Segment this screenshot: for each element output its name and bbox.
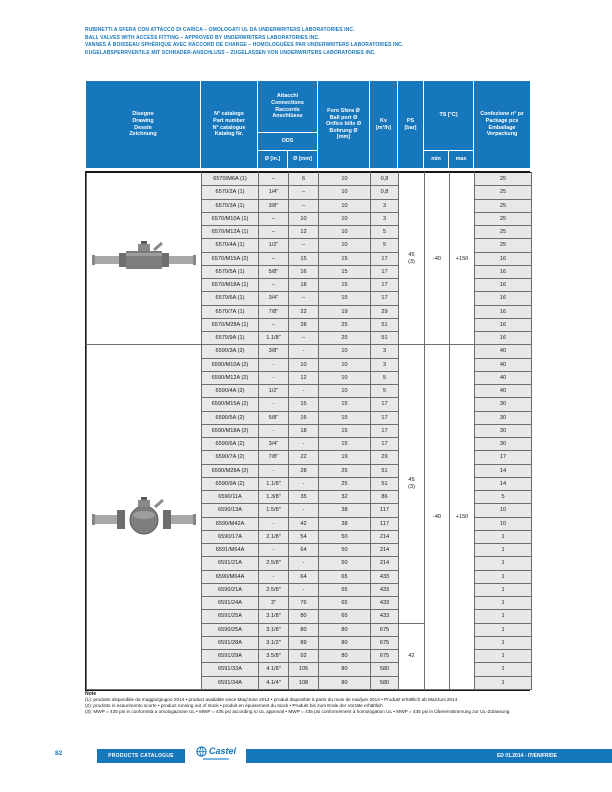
package-cell: 30: [475, 438, 532, 451]
part-number-cell: 6570/3A (1): [202, 199, 259, 212]
title-line-fr: VANNES À BOISSEAU SPHÉRIQUE AVEC RACCORD DE CHARGE – HOMOLOGUÉES PAR UNDERWRITERS LABORATORIES INC.: [85, 42, 404, 48]
ods-inch-cell: –: [259, 252, 289, 265]
kv-cell: 675: [371, 636, 399, 649]
ball-port-cell: 65: [319, 597, 371, 610]
ods-mm-cell: -: [289, 504, 319, 517]
part-number-cell: 6570/M12A (1): [202, 226, 259, 239]
ball-valve-6590-drawing: [92, 494, 196, 540]
page-number: 82: [55, 750, 63, 757]
package-cell: 16: [475, 252, 532, 265]
package-cell: 40: [475, 358, 532, 371]
ods-mm-cell: -: [289, 583, 319, 596]
ods-mm-cell: 16: [289, 265, 319, 278]
kv-cell: 580: [371, 663, 399, 676]
kv-cell: 214: [371, 557, 399, 570]
part-number-cell: 6570/M18A (1): [202, 279, 259, 292]
product-table: [85, 80, 530, 691]
part-number-cell: 6591/21A: [202, 557, 259, 570]
ods-inch-cell: 3.1/8": [259, 623, 289, 636]
ods-inch-cell: 3.1/8": [259, 610, 289, 623]
part-number-cell: 6590/4A (2): [202, 385, 259, 398]
package-cell: 30: [475, 411, 532, 424]
package-cell: 16: [475, 279, 532, 292]
package-cell: 1: [475, 676, 532, 689]
ods-mm-cell: –: [289, 199, 319, 212]
notes-title: Note: [85, 691, 97, 697]
ball-port-cell: 65: [319, 583, 371, 596]
ods-inch-cell: –: [259, 173, 289, 186]
ods-mm-cell: 64: [289, 544, 319, 557]
globe-icon: [196, 746, 207, 757]
ball-port-cell: 80: [319, 636, 371, 649]
ods-inch-cell: -: [259, 517, 289, 530]
ods-inch-cell: 1.3/8": [259, 491, 289, 504]
ods-inch-cell: 7/8": [259, 451, 289, 464]
kv-cell: 17: [371, 265, 399, 278]
ball-port-cell: 10: [319, 212, 371, 225]
ball-port-cell: 25: [319, 318, 371, 331]
part-number-cell: 6590/3A (2): [202, 345, 259, 358]
part-number-cell: 6590/17A: [202, 530, 259, 543]
package-cell: 10: [475, 504, 532, 517]
ts-min-cell: -40: [425, 345, 450, 690]
ods-mm-cell: 64: [289, 570, 319, 583]
ods-inch-cell: -: [259, 544, 289, 557]
kv-cell: 86: [371, 491, 399, 504]
footer-edition-label: ED 01.2014 - IT/EN/FR/DE: [246, 749, 612, 763]
ball-port-cell: 50: [319, 544, 371, 557]
package-cell: 1: [475, 663, 532, 676]
ods-mm-cell: 12: [289, 371, 319, 384]
ball-port-cell: 19: [319, 451, 371, 464]
ods-mm-cell: 12: [289, 226, 319, 239]
ods-mm-cell: 92: [289, 650, 319, 663]
ball-port-cell: 38: [319, 517, 371, 530]
package-cell: 16: [475, 292, 532, 305]
castel-logo: [189, 746, 243, 765]
ball-port-cell: 15: [319, 438, 371, 451]
kv-cell: 5: [371, 226, 399, 239]
col-header-dia-in: Ø [in.]: [258, 151, 288, 169]
part-number-cell: 6570/M15A (2): [202, 252, 259, 265]
part-number-cell: 6570/M28A (1): [202, 318, 259, 331]
logo-tagline-bar: [203, 758, 229, 760]
part-number-cell: 6591/33A: [202, 663, 259, 676]
kv-cell: 580: [371, 676, 399, 689]
kv-cell: 117: [371, 517, 399, 530]
ball-port-cell: 50: [319, 557, 371, 570]
package-cell: 1: [475, 610, 532, 623]
ods-inch-cell: 3/4": [259, 292, 289, 305]
kv-cell: 5: [371, 371, 399, 384]
title-line-de: KUGELABSPERRVENTILE MIT SCHRADER-ANSCHLUSS – ZUGELASSEN VON UNDERWRITERS LABORATORIES INC.: [85, 49, 376, 56]
kv-cell: 51: [371, 318, 399, 331]
ball-port-cell: 80: [319, 676, 371, 689]
ods-inch-cell: 3/4": [259, 438, 289, 451]
ods-inch-cell: 5/8": [259, 265, 289, 278]
ods-mm-cell: -: [289, 477, 319, 490]
ods-inch-cell: -: [259, 464, 289, 477]
kv-cell: 3: [371, 199, 399, 212]
kv-cell: 433: [371, 597, 399, 610]
package-cell: 1: [475, 544, 532, 557]
ods-mm-cell: 108: [289, 676, 319, 689]
ods-inch-cell: 3/8": [259, 345, 289, 358]
part-number-cell: 6590/M28A (2): [202, 464, 259, 477]
ball-port-cell: 15: [319, 411, 371, 424]
package-cell: 1: [475, 570, 532, 583]
ods-mm-cell: 28: [289, 318, 319, 331]
ball-port-cell: 38: [319, 504, 371, 517]
ods-inch-cell: 3/8": [259, 199, 289, 212]
part-number-cell: 6591/28A: [202, 636, 259, 649]
ods-mm-cell: 18: [289, 279, 319, 292]
ods-inch-cell: 3.5/8": [259, 650, 289, 663]
package-cell: 16: [475, 305, 532, 318]
col-header-ball-port: Foro Sfera Ø Ball port Ø Orifice bille Ø Bohrung Ø [mm]: [318, 81, 370, 169]
package-cell: 14: [475, 464, 532, 477]
col-header-ts-min: min: [424, 151, 449, 169]
ods-mm-cell: 35: [289, 491, 319, 504]
ods-inch-cell: 4.1/4": [259, 676, 289, 689]
package-cell: 1: [475, 597, 532, 610]
ball-port-cell: 10: [319, 199, 371, 212]
ods-inch-cell: 1/4": [259, 186, 289, 199]
ods-mm-cell: –: [289, 292, 319, 305]
table-row: [87, 173, 532, 186]
ods-inch-cell: 2.5/8": [259, 583, 289, 596]
ods-mm-cell: 80: [289, 623, 319, 636]
title-line-en: BALL VALVES WITH ACCESS FITTING – APPROVED BY UNDERWRITERS LABORATORIES INC.: [85, 34, 320, 41]
ods-inch-cell: 4.1/8": [259, 663, 289, 676]
ball-port-cell: 15: [319, 398, 371, 411]
ods-mm-cell: -: [289, 557, 319, 570]
package-cell: 10: [475, 517, 532, 530]
ball-port-cell: 15: [319, 265, 371, 278]
ods-mm-cell: -: [289, 385, 319, 398]
kv-cell: 51: [371, 477, 399, 490]
col-header-part-number: N° catalogo Part number N° catalogue Katalog Nr.: [201, 81, 258, 169]
ball-port-cell: 25: [319, 477, 371, 490]
ods-inch-cell: 3": [259, 597, 289, 610]
notes-block: [85, 691, 537, 716]
part-number-cell: 6590/13A: [202, 504, 259, 517]
part-number-cell: 6590/M18A (2): [202, 424, 259, 437]
ball-port-cell: 10: [319, 239, 371, 252]
ods-mm-cell: 10: [289, 358, 319, 371]
col-header-dia-mm: Ø [mm]: [288, 151, 318, 169]
ods-mm-cell: 18: [289, 424, 319, 437]
kv-cell: 29: [371, 305, 399, 318]
kv-cell: 5: [371, 385, 399, 398]
kv-cell: 29: [371, 451, 399, 464]
kv-cell: 675: [371, 623, 399, 636]
kv-cell: 17: [371, 398, 399, 411]
kv-cell: 214: [371, 530, 399, 543]
part-number-cell: 6590/5A (2): [202, 411, 259, 424]
ball-port-cell: 65: [319, 570, 371, 583]
ods-mm-cell: 15: [289, 252, 319, 265]
package-cell: 40: [475, 385, 532, 398]
ods-mm-cell: 22: [289, 305, 319, 318]
col-header-ods: ODS: [258, 133, 318, 151]
ods-mm-cell: 76: [289, 597, 319, 610]
part-number-cell: 6590/9A (2): [202, 477, 259, 490]
part-number-cell: 6590/25A: [202, 623, 259, 636]
ps-cell: 45 (3): [399, 345, 425, 623]
ods-inch-cell: 1.1/8": [259, 332, 289, 345]
part-number-cell: 6590/M10A (2): [202, 358, 259, 371]
ball-port-cell: 10: [319, 173, 371, 186]
part-number-cell: 6570/M10A (1): [202, 212, 259, 225]
col-header-kv: Kv [m³/h]: [370, 81, 398, 169]
ods-inch-cell: -: [259, 358, 289, 371]
ods-mm-cell: 28: [289, 464, 319, 477]
ods-mm-cell: 105: [289, 663, 319, 676]
ball-port-cell: 25: [319, 464, 371, 477]
note-1: (1): prodotto disponibile da maggio/giugno 2014 • product available since May/June 2014 • produit disponible à partir du mois de mai/juin 2014 • Produkt erhältlich ab Mai/Juni 2014: [85, 697, 458, 702]
footer-catalogue-label: PRODUCTS CATALOGUE: [97, 749, 185, 763]
kv-cell: 17: [371, 411, 399, 424]
col-header-ts: TS [°C]: [424, 81, 474, 151]
ball-port-cell: 10: [319, 385, 371, 398]
note-2: (2): prodotto in esaurimento scorte • product running out of stock • produit en épuisement du stock • Produkt bis zum Ende der Vorräte erhältlich: [85, 703, 383, 709]
logo-wordmark: Castel: [208, 746, 236, 756]
ts-max-cell: +150: [450, 345, 475, 690]
part-number-cell: 6590/M42A: [202, 517, 259, 530]
ball-port-cell: 10: [319, 371, 371, 384]
package-cell: 40: [475, 371, 532, 384]
ods-mm-cell: 42: [289, 517, 319, 530]
package-cell: 16: [475, 265, 532, 278]
ods-inch-cell: -: [259, 398, 289, 411]
kv-cell: 5: [371, 239, 399, 252]
package-cell: 40: [475, 345, 532, 358]
ball-port-cell: 80: [319, 663, 371, 676]
ball-port-cell: 65: [319, 610, 371, 623]
part-number-cell: 6590/6A (2): [202, 438, 259, 451]
ods-mm-cell: -: [289, 438, 319, 451]
ods-inch-cell: 2.1/8": [259, 530, 289, 543]
ods-mm-cell: 15: [289, 398, 319, 411]
ods-inch-cell: -: [259, 371, 289, 384]
part-number-cell: 6590/21A: [202, 583, 259, 596]
ball-valve-6570-drawing: [92, 239, 196, 279]
ods-inch-cell: 2.5/8": [259, 557, 289, 570]
part-number-cell: 6591/M64A: [202, 544, 259, 557]
part-number-cell: 6570/6A (1): [202, 292, 259, 305]
part-number-cell: 6591/25A: [202, 610, 259, 623]
part-number-cell: 6590/M64A: [202, 570, 259, 583]
part-number-cell: 6570/4A (1): [202, 239, 259, 252]
ods-mm-cell: 54: [289, 530, 319, 543]
note-3: (3): MWP = 435 psi in conformità a omologazione UL • MWP = 435 psi according to UL approval • MWP = 435 psi conformément à homologation UL • MWP = 435 psi in Übereinstimmung zur UL-Zulassung: [85, 709, 510, 715]
ball-port-cell: 10: [319, 358, 371, 371]
ods-mm-cell: 6: [289, 173, 319, 186]
product-table-body: [86, 172, 532, 690]
ods-inch-cell: 1/2": [259, 239, 289, 252]
package-cell: 1: [475, 636, 532, 649]
kv-cell: 0,8: [371, 186, 399, 199]
package-cell: 1: [475, 650, 532, 663]
ods-inch-cell: -: [259, 570, 289, 583]
ods-mm-cell: 89: [289, 636, 319, 649]
col-header-package: Confezione n° pz Package pcs Emballage Verpackung: [474, 81, 531, 169]
kv-cell: 17: [371, 438, 399, 451]
ts-max-cell: +150: [450, 173, 475, 345]
part-number-cell: 6590/M12A (2): [202, 371, 259, 384]
kv-cell: 433: [371, 610, 399, 623]
package-cell: 1: [475, 583, 532, 596]
col-header-ts-max: max: [449, 151, 474, 169]
package-cell: 25: [475, 239, 532, 252]
ball-port-cell: 10: [319, 345, 371, 358]
kv-cell: 17: [371, 424, 399, 437]
package-cell: 30: [475, 424, 532, 437]
kv-cell: 3: [371, 212, 399, 225]
package-cell: 25: [475, 226, 532, 239]
kv-cell: 214: [371, 544, 399, 557]
kv-cell: 17: [371, 292, 399, 305]
table-row: [87, 345, 532, 358]
ods-mm-cell: 22: [289, 451, 319, 464]
ball-port-cell: 15: [319, 292, 371, 305]
ball-port-cell: 25: [319, 332, 371, 345]
kv-cell: 0,8: [371, 173, 399, 186]
ods-mm-cell: –: [289, 332, 319, 345]
ball-port-cell: 10: [319, 186, 371, 199]
product-table-header: [85, 80, 531, 169]
part-number-cell: 6570/5A (1): [202, 265, 259, 278]
ods-mm-cell: –: [289, 239, 319, 252]
package-cell: 1: [475, 623, 532, 636]
package-cell: 25: [475, 173, 532, 186]
part-number-cell: 6591/24A: [202, 597, 259, 610]
page-title: [85, 27, 545, 57]
ball-port-cell: 50: [319, 530, 371, 543]
kv-cell: 433: [371, 570, 399, 583]
ball-port-cell: 15: [319, 424, 371, 437]
kv-cell: 3: [371, 358, 399, 371]
ods-inch-cell: 1/2": [259, 385, 289, 398]
package-cell: 25: [475, 212, 532, 225]
package-cell: 5: [475, 491, 532, 504]
col-header-connections: Attacchi Connections Raccords Anschlüsse: [258, 81, 318, 133]
part-number-cell: 6591/29A: [202, 650, 259, 663]
part-number-cell: 6590/M15A (2): [202, 398, 259, 411]
ods-inch-cell: –: [259, 279, 289, 292]
package-cell: 1: [475, 530, 532, 543]
ods-inch-cell: 3.1/2": [259, 636, 289, 649]
kv-cell: 51: [371, 464, 399, 477]
ods-inch-cell: –: [259, 212, 289, 225]
ball-port-cell: 10: [319, 226, 371, 239]
ball-port-cell: 15: [319, 279, 371, 292]
ods-mm-cell: 16: [289, 411, 319, 424]
col-header-drawing: Disegno Drawing Dessin Zeichnung: [86, 81, 201, 169]
kv-cell: 433: [371, 583, 399, 596]
package-cell: 1: [475, 557, 532, 570]
ods-mm-cell: 80: [289, 610, 319, 623]
kv-cell: 3: [371, 345, 399, 358]
ps-cell: 42: [399, 623, 425, 689]
part-number-cell: 6591/34A: [202, 676, 259, 689]
kv-cell: 17: [371, 279, 399, 292]
ods-inch-cell: 5/8": [259, 411, 289, 424]
kv-cell: 675: [371, 650, 399, 663]
ods-mm-cell: -: [289, 345, 319, 358]
title-line-it: RUBINETTI A SFERA CON ATTACCO DI CARICA – OMOLOGATI UL DA UNDERWRITERS LABORATORIES INC.: [85, 27, 355, 33]
ods-mm-cell: 10: [289, 212, 319, 225]
kv-cell: 51: [371, 332, 399, 345]
part-number-cell: 6570/2A (1): [202, 186, 259, 199]
part-number-cell: 6570/9A (1): [202, 332, 259, 345]
package-cell: 30: [475, 398, 532, 411]
ods-inch-cell: 7/8": [259, 305, 289, 318]
ods-inch-cell: -: [259, 424, 289, 437]
package-cell: 17: [475, 451, 532, 464]
part-number-cell: 6570/7A (1): [202, 305, 259, 318]
package-cell: 16: [475, 332, 532, 345]
package-cell: 25: [475, 199, 532, 212]
product-table-body-frame: [85, 171, 530, 691]
kv-cell: 17: [371, 252, 399, 265]
part-number-cell: 6590/7A (2): [202, 451, 259, 464]
ball-port-cell: 19: [319, 305, 371, 318]
ball-port-cell: 80: [319, 623, 371, 636]
part-number-cell: 6590/11A: [202, 491, 259, 504]
ods-inch-cell: –: [259, 318, 289, 331]
ods-inch-cell: 1.5/8": [259, 504, 289, 517]
ball-port-cell: 80: [319, 650, 371, 663]
ods-inch-cell: 1.1/8": [259, 477, 289, 490]
ball-port-cell: 15: [319, 252, 371, 265]
ps-cell: 45 (3): [399, 173, 425, 345]
valve-drawing-cell: [87, 345, 202, 690]
ts-min-cell: -40: [425, 173, 450, 345]
ball-port-cell: 32: [319, 491, 371, 504]
valve-drawing-cell: [87, 173, 202, 345]
package-cell: 16: [475, 318, 532, 331]
part-number-cell: 6570/M6A (1): [202, 173, 259, 186]
ods-mm-cell: –: [289, 186, 319, 199]
kv-cell: 117: [371, 504, 399, 517]
package-cell: 14: [475, 477, 532, 490]
ods-inch-cell: –: [259, 226, 289, 239]
col-header-ps: PS [bar]: [398, 81, 424, 169]
package-cell: 25: [475, 186, 532, 199]
